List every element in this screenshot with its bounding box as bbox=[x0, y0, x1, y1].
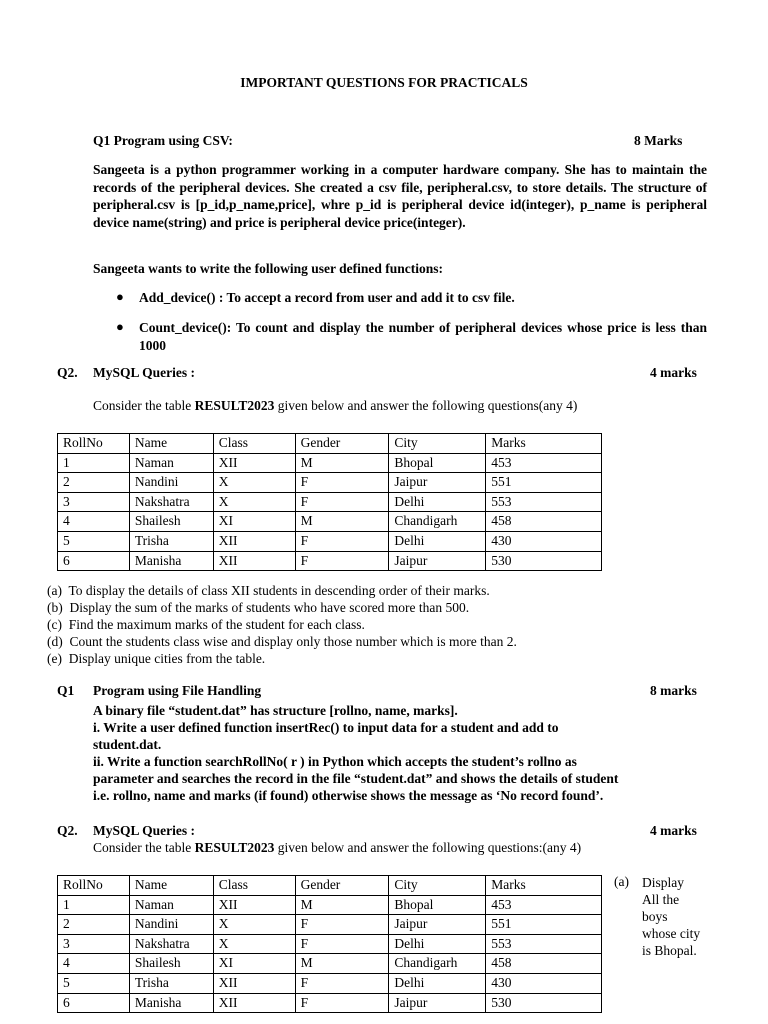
q2b-marks: 4 marks bbox=[650, 823, 697, 838]
table-cell: 2 bbox=[58, 915, 130, 935]
table-row bbox=[58, 993, 602, 1013]
q2-number: Q2. bbox=[57, 365, 78, 380]
table-row bbox=[58, 915, 602, 935]
table-cell: 530 bbox=[486, 993, 602, 1013]
table-row bbox=[58, 453, 602, 473]
result-table bbox=[57, 433, 602, 571]
q1-file-line: student.dat. bbox=[93, 737, 162, 753]
table-cell: 430 bbox=[486, 973, 602, 993]
table-cell: 453 bbox=[486, 453, 602, 473]
table-cell: 458 bbox=[486, 512, 602, 532]
table-cell: 6 bbox=[58, 551, 130, 571]
table-cell: XII bbox=[213, 453, 295, 473]
table-row bbox=[58, 551, 602, 571]
table-header-cell: Gender bbox=[295, 434, 389, 454]
table-cell: XII bbox=[213, 895, 295, 915]
table-header-cell: RollNo bbox=[58, 434, 130, 454]
table-cell: 1 bbox=[58, 895, 130, 915]
q1-file-number: Q1 bbox=[57, 683, 75, 698]
table-cell: X bbox=[213, 473, 295, 493]
table-cell: 4 bbox=[58, 954, 130, 974]
table-cell: 1 bbox=[58, 453, 130, 473]
table-cell: 5 bbox=[58, 531, 130, 551]
table-cell: XII bbox=[213, 993, 295, 1013]
table-row bbox=[58, 512, 602, 532]
table-cell: Naman bbox=[129, 453, 213, 473]
table-cell: F bbox=[295, 531, 389, 551]
table-cell: 553 bbox=[486, 492, 602, 512]
q2-question-list bbox=[47, 582, 517, 667]
q2b-heading: MySQL Queries : bbox=[93, 823, 195, 838]
table-cell: M bbox=[295, 453, 389, 473]
q2-marks: 4 marks bbox=[650, 365, 697, 380]
table-row bbox=[58, 895, 602, 915]
table-cell: Delhi bbox=[389, 934, 486, 954]
table-cell: Jaipur bbox=[389, 993, 486, 1013]
table-cell: F bbox=[295, 973, 389, 993]
q1-file-body bbox=[93, 702, 618, 805]
table-header-cell: Name bbox=[129, 434, 213, 454]
list-item: (d) Count the students class wise and display only those number which is more than 2. bbox=[47, 634, 517, 649]
table-cell: 553 bbox=[486, 934, 602, 954]
q2-heading: MySQL Queries : bbox=[93, 365, 195, 380]
table-header-row bbox=[58, 434, 602, 454]
table-cell: Shailesh bbox=[129, 512, 213, 532]
table-cell: F bbox=[295, 492, 389, 512]
q1-file-line: A binary file “student.dat” has structure [rollno, name, marks]. bbox=[93, 703, 458, 718]
table-name: RESULT2023 bbox=[194, 840, 275, 855]
table-cell: F bbox=[295, 915, 389, 935]
table-cell: Naman bbox=[129, 895, 213, 915]
table-header-cell: Class bbox=[213, 876, 295, 896]
table-cell: F bbox=[295, 473, 389, 493]
table-cell: Manisha bbox=[129, 993, 213, 1013]
table-cell: 4 bbox=[58, 512, 130, 532]
table-cell: Jaipur bbox=[389, 915, 486, 935]
list-item: (b) Display the sum of the marks of students who have scored more than 500. bbox=[47, 600, 470, 615]
table-cell: M bbox=[295, 954, 389, 974]
table-row bbox=[58, 492, 602, 512]
table-cell: XI bbox=[213, 512, 295, 532]
bullet-item-add-device: Add_device() : To accept a record from user and add it to csv file. bbox=[139, 290, 515, 305]
table-header-cell: Marks bbox=[486, 876, 602, 896]
list-item: (a) To display the details of class XII students in descending order of their marks. bbox=[47, 583, 490, 598]
table-cell: Nakshatra bbox=[129, 934, 213, 954]
table-cell: 2 bbox=[58, 473, 130, 493]
table-cell: XII bbox=[213, 531, 295, 551]
table-cell: F bbox=[295, 993, 389, 1013]
table-cell: M bbox=[295, 512, 389, 532]
table-cell: Delhi bbox=[389, 492, 486, 512]
side-line: whose city bbox=[642, 926, 701, 942]
result-table-2 bbox=[57, 875, 602, 1013]
table-cell: XII bbox=[213, 551, 295, 571]
bullet-item-count-device: Count_device(): To count and display the number of peripheral devices whose price is less than 1000 bbox=[139, 320, 707, 353]
table-cell: Delhi bbox=[389, 973, 486, 993]
q1-file-line: i. Write a user defined function insertRec() to input data for a student and add to bbox=[93, 720, 559, 736]
table-row bbox=[58, 934, 602, 954]
table-cell: Manisha bbox=[129, 551, 213, 571]
table-cell: 430 bbox=[486, 531, 602, 551]
q1-csv-intro: Sangeeta wants to write the following user defined functions: bbox=[93, 261, 443, 276]
q1-file-line: i.e. rollno, name and marks (if found) otherwise shows the message as ‘No record found’. bbox=[93, 788, 604, 804]
table-cell: Jaipur bbox=[389, 473, 486, 493]
q1-file-line: ii. Write a function searchRollNo( r ) in Python which accepts the student’s rollno as bbox=[93, 754, 577, 770]
list-item: (e) Display unique cities from the table. bbox=[47, 651, 266, 666]
table-cell: 551 bbox=[486, 915, 602, 935]
table-cell: Trisha bbox=[129, 531, 213, 551]
table-cell: 6 bbox=[58, 993, 130, 1013]
table-cell: Bhopal bbox=[389, 453, 486, 473]
table-row bbox=[58, 954, 602, 974]
page-title: IMPORTANT QUESTIONS FOR PRACTICALS bbox=[240, 75, 528, 90]
table-cell: M bbox=[295, 895, 389, 915]
table-name: RESULT2023 bbox=[194, 398, 275, 413]
table-cell: X bbox=[213, 934, 295, 954]
table-cell: Nakshatra bbox=[129, 492, 213, 512]
q1-file-heading: Program using File Handling bbox=[93, 683, 262, 698]
table-header-cell: Name bbox=[129, 876, 213, 896]
table-cell: Nandini bbox=[129, 473, 213, 493]
table-cell: Shailesh bbox=[129, 954, 213, 974]
table-cell: F bbox=[295, 551, 389, 571]
table-cell: X bbox=[213, 915, 295, 935]
q1-csv-heading: Q1 Program using CSV: bbox=[93, 133, 233, 148]
table-cell: Delhi bbox=[389, 531, 486, 551]
table-header-cell: Class bbox=[213, 434, 295, 454]
table-cell: Bhopal bbox=[389, 895, 486, 915]
table-cell: Chandigarh bbox=[389, 954, 486, 974]
side-line: boys bbox=[642, 909, 668, 925]
side-line: Display bbox=[642, 875, 684, 890]
side-question-label: (a) bbox=[614, 874, 629, 889]
q2b-number: Q2. bbox=[57, 823, 78, 838]
table-cell: X bbox=[213, 492, 295, 512]
table-cell: F bbox=[295, 934, 389, 954]
table-cell: XI bbox=[213, 954, 295, 974]
q2-consider-line: Consider the table RESULT2023 given below and answer the following questions(any 4) bbox=[93, 398, 578, 413]
table-header-cell: Marks bbox=[486, 434, 602, 454]
table-header-cell: RollNo bbox=[58, 876, 130, 896]
table-header-cell: City bbox=[389, 434, 486, 454]
table-cell: Trisha bbox=[129, 973, 213, 993]
table-cell: XII bbox=[213, 973, 295, 993]
q2b-consider-line: Consider the table RESULT2023 given below and answer the following questions:(any 4) bbox=[93, 840, 582, 855]
table-cell: 453 bbox=[486, 895, 602, 915]
table-cell: 530 bbox=[486, 551, 602, 571]
table-header-row bbox=[58, 876, 602, 896]
q1-csv-marks: 8 Marks bbox=[634, 133, 683, 148]
q1-file-line: parameter and searches the record in the file “student.dat” and shows the details of student bbox=[93, 771, 619, 787]
q1-file-marks: 8 marks bbox=[650, 683, 697, 698]
side-question-text bbox=[642, 874, 700, 959]
bullet-icon: ● bbox=[116, 319, 124, 334]
table-header-cell: City bbox=[389, 876, 486, 896]
q1-csv-paragraph: Sangeeta is a python programmer working in a computer hardware company. She has to maintain the records of the peripheral devices. She created a csv file, peripheral.csv, to store details. The structure of peripheral.csv is [p_id,p_name,price], whre p_id is peripheral device id(integer), p_name is peripheral device name(string) and price is peripheral device price(integer). bbox=[93, 162, 707, 231]
table-cell: Chandigarh bbox=[389, 512, 486, 532]
table-cell: 5 bbox=[58, 973, 130, 993]
table-cell: 551 bbox=[486, 473, 602, 493]
list-item: (c) Find the maximum marks of the student for each class. bbox=[47, 617, 365, 632]
side-line: All the bbox=[642, 892, 680, 908]
table-cell: Nandini bbox=[129, 915, 213, 935]
table-cell: 458 bbox=[486, 954, 602, 974]
table-header-cell: Gender bbox=[295, 876, 389, 896]
bullet-icon: ● bbox=[116, 289, 124, 304]
table-row bbox=[58, 473, 602, 493]
table-cell: 3 bbox=[58, 492, 130, 512]
table-cell: 3 bbox=[58, 934, 130, 954]
table-cell: Jaipur bbox=[389, 551, 486, 571]
side-line: is Bhopal. bbox=[642, 943, 697, 959]
table-row bbox=[58, 973, 602, 993]
table-row bbox=[58, 531, 602, 551]
